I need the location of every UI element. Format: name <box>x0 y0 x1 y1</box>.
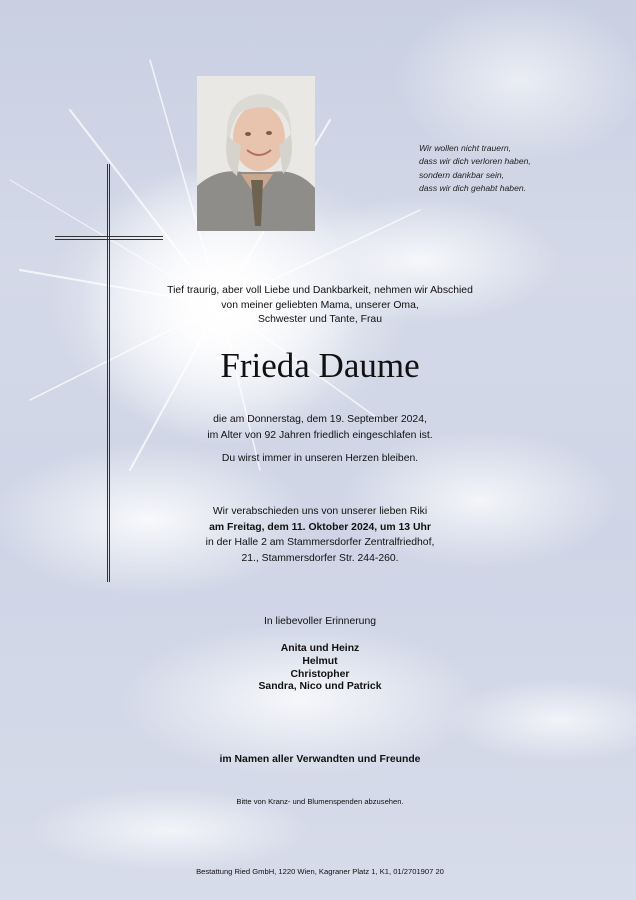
deceased-name: Frieda Daume <box>220 346 420 385</box>
poem <box>419 142 619 195</box>
motto: Du wirst immer in unseren Herzen bleiben. <box>221 453 419 464</box>
intro-line: Schwester und Tante, Frau <box>258 314 382 326</box>
footer-funeral-home: Bestattung Ried GmbH, 1220 Wien, Kagraner Platz 1, K1, 01/2701907 20 <box>196 867 444 876</box>
death-notice <box>160 412 480 443</box>
intro-line: von meiner geliebten Mama, unserer Oma, <box>221 299 419 311</box>
family-names <box>160 643 480 694</box>
family-name: Anita und Heinz <box>280 643 360 654</box>
death-line: im Alter von 92 Jahren friedlich eingeschlafen ist. <box>207 429 433 441</box>
poem-line: Wir wollen nicht trauern, <box>419 143 512 153</box>
flowers-note: Bitte von Kranz- und Blumenspenden abzusehen. <box>236 797 404 806</box>
funeral-location: in der Halle 2 am Stammersdorfer Zentralfriedhof, <box>205 537 435 549</box>
cross-vertical-bar <box>107 164 110 582</box>
funeral-date: am Freitag, dem 11. Oktober 2024, um 13 Uhr <box>209 521 431 533</box>
funeral-line: Wir verabschieden uns von unserer lieben Riki <box>212 506 428 517</box>
family-name: Sandra, Nico und Patrick <box>258 681 382 693</box>
cross-horizontal-bar <box>55 236 163 240</box>
relatives-line: im Namen aller Verwandten und Freunde <box>219 754 421 765</box>
poem-line: sondern dankbar sein, <box>419 169 505 180</box>
poem-line: dass wir dich gehabt haben. <box>419 182 527 193</box>
family-name: Helmut <box>302 655 338 667</box>
intro-line: Tief traurig, aber voll Liebe und Dankbarkeit, nehmen wir Abschied <box>167 285 473 296</box>
intro-text <box>160 284 480 328</box>
portrait-photo <box>197 76 315 231</box>
funeral-details <box>160 504 480 566</box>
funeral-address: 21., Stammersdorfer Str. 244-260. <box>241 552 399 564</box>
poem-line: dass wir dich verloren haben, <box>419 156 531 167</box>
death-line: die am Donnerstag, dem 19. September 2024, <box>213 414 427 425</box>
family-name: Christopher <box>290 668 350 680</box>
memory-line: In liebevoller Erinnerung <box>263 616 377 627</box>
